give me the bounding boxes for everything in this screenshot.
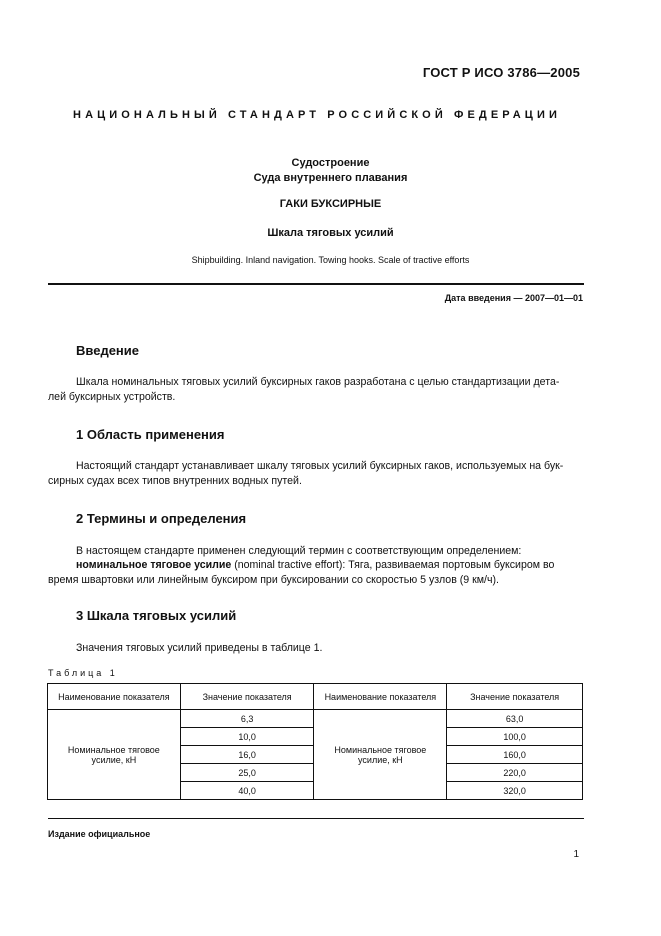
section-2-line-1: В настоящем стандарте применен следующий термин с соответствующим определением:	[76, 545, 522, 557]
term-name: номинальное тяговое усилие	[76, 559, 232, 571]
section-3-heading: 3 Шкала тяговых усилий	[76, 608, 237, 623]
footer-divider	[48, 818, 584, 819]
header-value-left: Значение показателя	[180, 684, 314, 710]
row-label-line-2: усилие, кН	[358, 754, 403, 765]
section-2-line-3: время швартовки или линейным буксиром при буксировании со скоростью 5 узлов (9 км/ч).	[48, 574, 499, 586]
table-caption: Таблица 1	[48, 668, 118, 678]
header-name-right: Наименование показателя	[314, 684, 447, 710]
title-line-2: Суда внутреннего плавания	[253, 172, 408, 184]
intro-line-2: лей буксирных устройств.	[48, 391, 176, 403]
row-label-line-1: Номинальное тяговое	[334, 744, 427, 755]
title-line-1: Судостроение	[291, 157, 370, 169]
value-cell: 6,3	[180, 710, 314, 728]
value-cell: 100,0	[447, 728, 583, 746]
section-3-line-1: Значения тяговых усилий приведены в таблице 1.	[76, 642, 323, 654]
value-cell: 40,0	[180, 782, 314, 800]
section-1-heading: 1 Область применения	[76, 427, 225, 442]
value-cell: 16,0	[180, 746, 314, 764]
table-header-row	[48, 684, 583, 710]
term-definition: (nominal tractive effort): Тяга, развиваемая портовым буксиром во	[231, 559, 555, 571]
value-cell: 320,0	[447, 782, 583, 800]
row-label-line-1: Номинальное тяговое	[67, 744, 160, 755]
row-label-line-2: усилие, кН	[91, 754, 137, 765]
section-1-line-1: Настоящий стандарт устанавливает шкалу тяговых усилий буксирных гаков, используемых на бук-	[76, 460, 564, 472]
row-label-right	[314, 710, 447, 800]
title-divider	[48, 283, 584, 285]
intro-line-1: Шкала номинальных тяговых усилий буксирных гаков разработана с целью стандартизации дета-	[76, 376, 560, 388]
section-1-line-2: сирных судах всех типов внутренних водных путей.	[48, 475, 302, 487]
date-introduced: Дата введения — 2007—01—01	[444, 293, 583, 303]
intro-heading: Введение	[76, 343, 139, 358]
document-subtitle: Шкала тяговых усилий	[267, 227, 394, 239]
page-number: 1	[573, 849, 579, 860]
section-2-term-line	[76, 557, 583, 573]
value-cell: 220,0	[447, 764, 583, 782]
value-cell: 63,0	[447, 710, 583, 728]
standard-number: ГОСТ Р ИСО 3786—2005	[422, 65, 580, 80]
value-cell: 10,0	[180, 728, 314, 746]
tractive-effort-table	[47, 683, 583, 800]
value-cell: 160,0	[447, 746, 583, 764]
section-2-heading: 2 Термины и определения	[76, 511, 247, 526]
english-title: Shipbuilding. Inland navigation. Towing hooks. Scale of tractive efforts	[191, 255, 470, 265]
national-standard-banner: НАЦИОНАЛЬНЫЙ СТАНДАРТ РОССИЙСКОЙ ФЕДЕРАЦИИ	[73, 109, 561, 121]
table-row	[48, 710, 583, 728]
document-title: ГАКИ БУКСИРНЫЕ	[279, 198, 382, 210]
official-edition-label: Издание официальное	[48, 829, 151, 839]
row-label-left	[48, 710, 181, 800]
header-value-right: Значение показателя	[447, 684, 583, 710]
header-name-left: Наименование показателя	[48, 684, 181, 710]
value-cell: 25,0	[180, 764, 314, 782]
